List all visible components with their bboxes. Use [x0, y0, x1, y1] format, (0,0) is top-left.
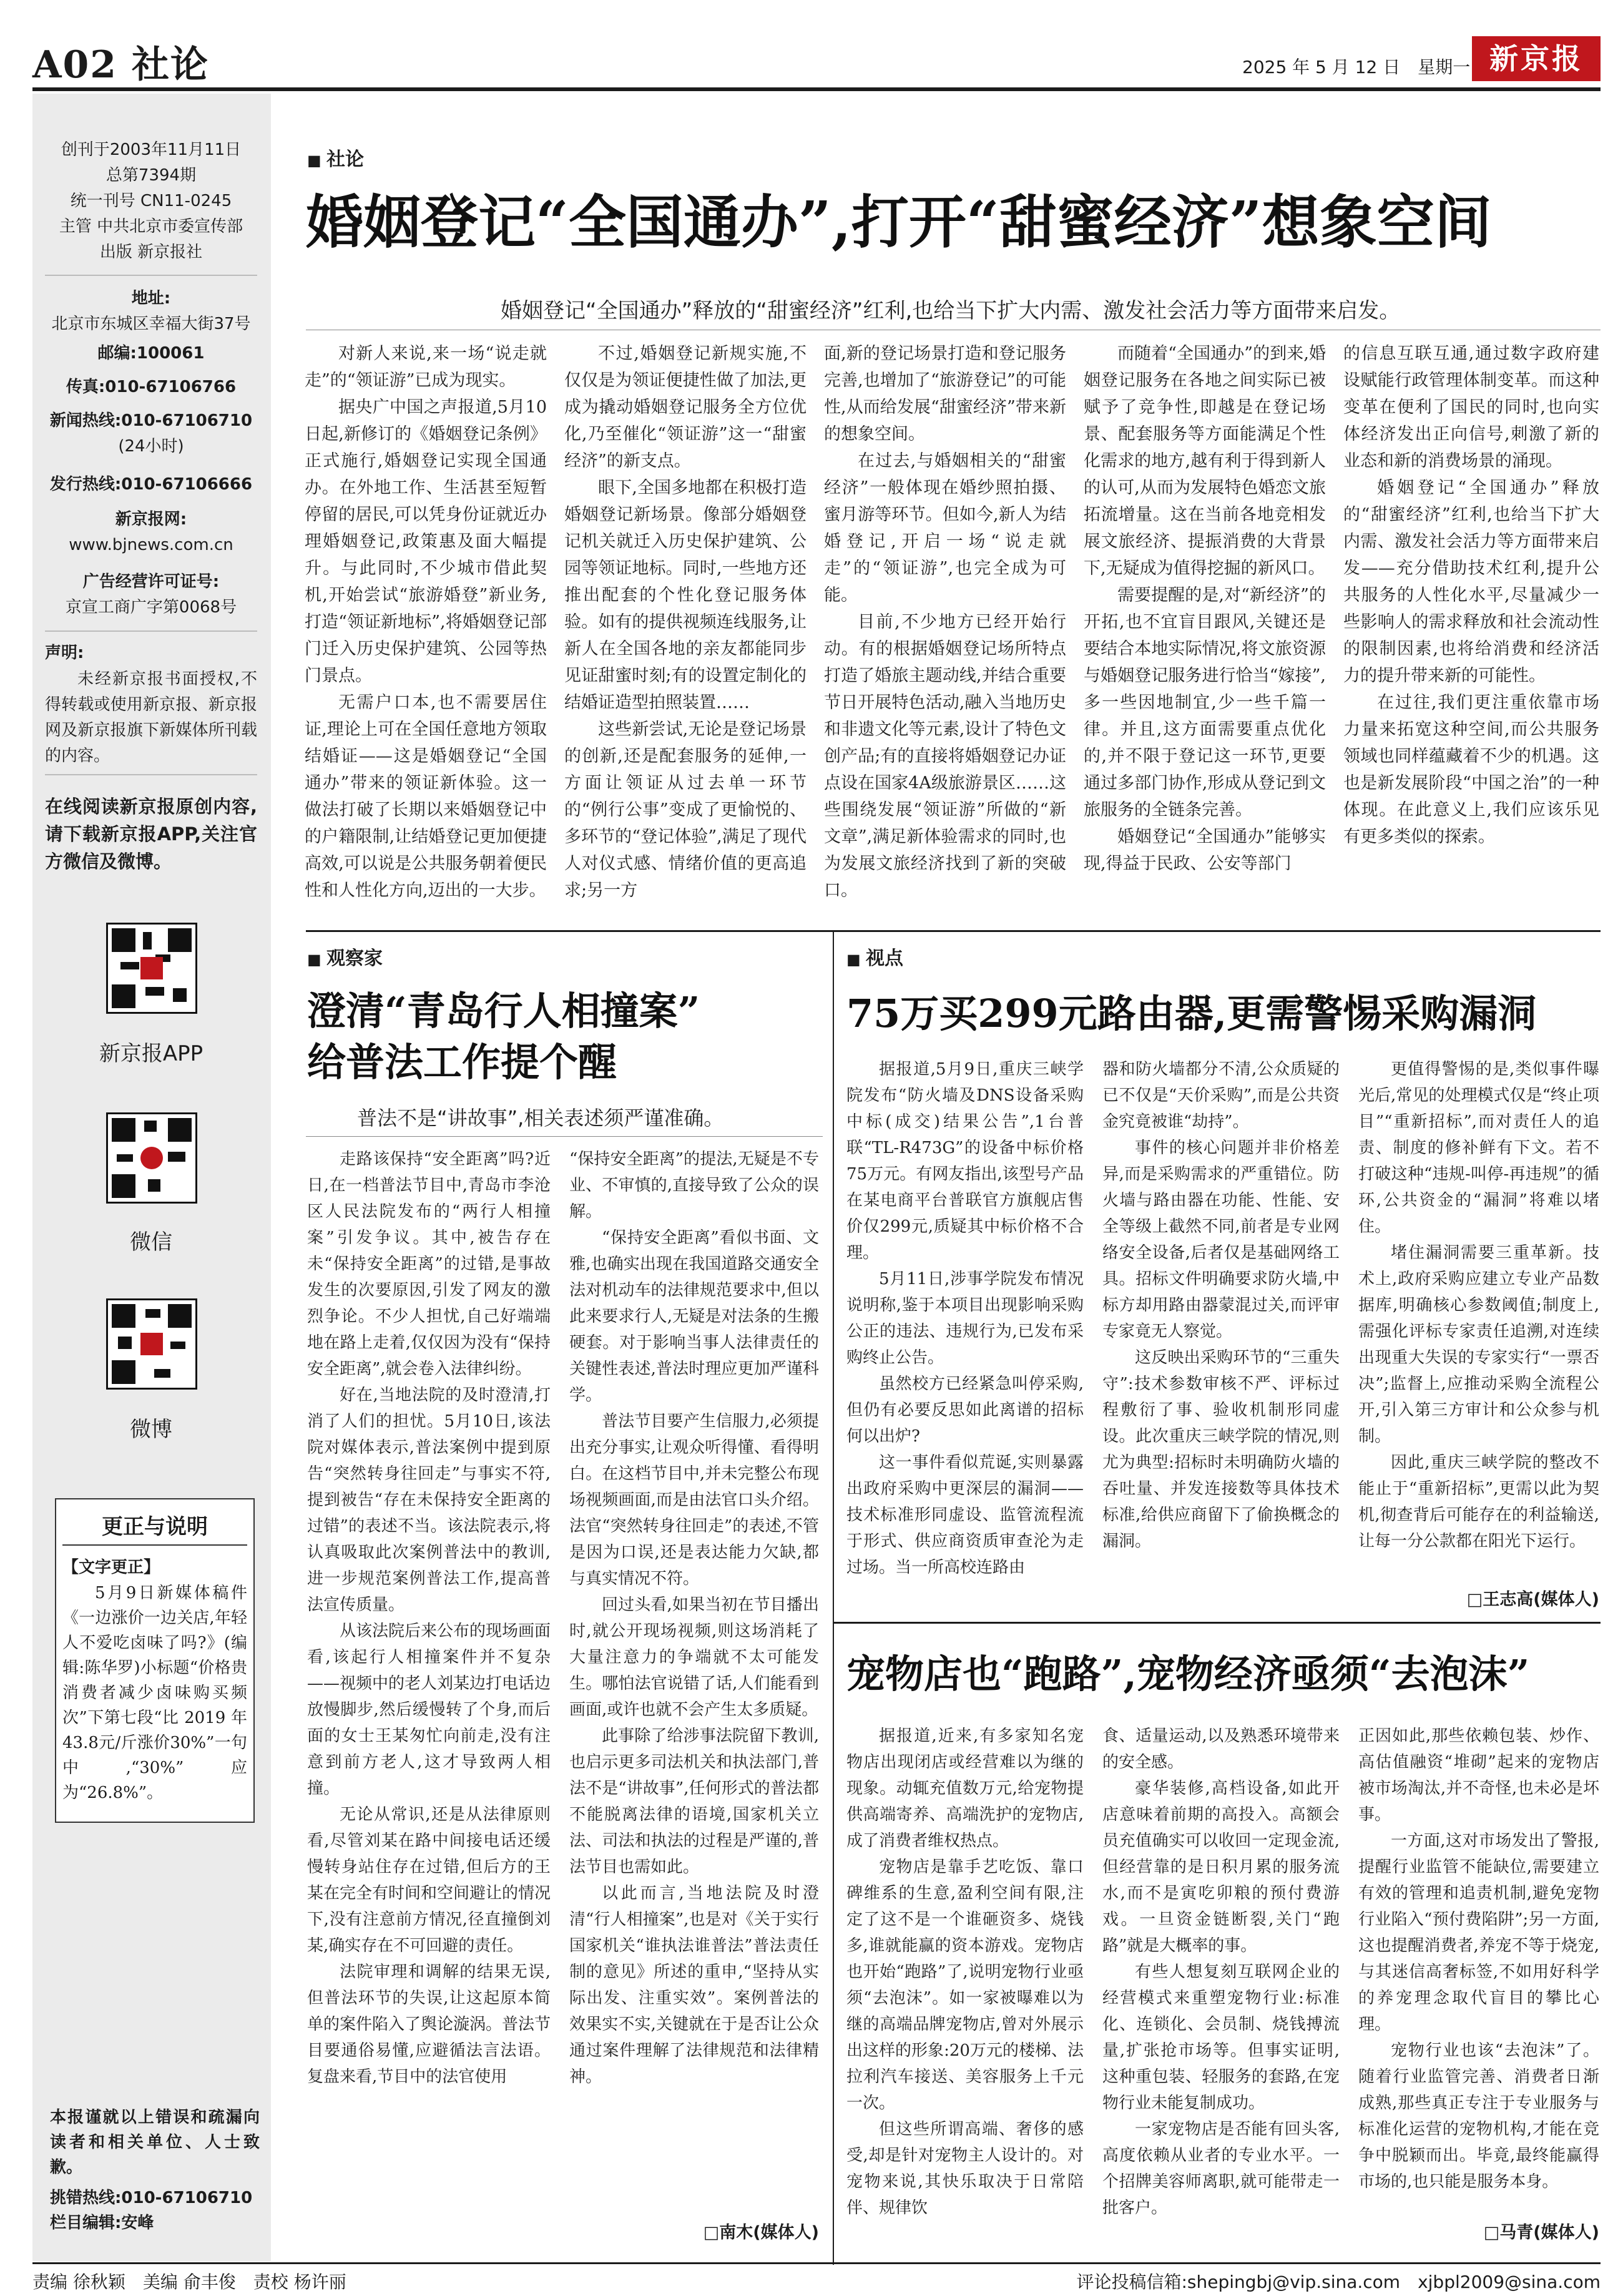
paragraph: 据报道,5月9日,重庆三峡学院发布“防火墙及DNS设备采购中标(成交)结果公告”,1台普联“TL-R473G”的设备中标价格75万元。有网友指出,该型号产品在某电商平台普联官方旗舰店售价仅299元,质疑其中标价格不合理。 — [846, 1060, 1084, 1262]
app-qr-label: 新京报APP — [99, 1041, 203, 1066]
correction-tag: 【文字更正】 — [62, 1558, 160, 1577]
ad-license-label: 广告经营许可证号: — [82, 572, 220, 591]
paragraph: 事件的核心问题并非价格差异,而是采购需求的严重错位。防火墙与路由器在功能、性能、安全等级上截然不同,前者是专业网络安全设备,后者仅是基础网络工具。招标文件明确要求防火墙,中标方却用路由器蒙混过关,而评审专家竟无人察觉。 — [1102, 1139, 1340, 1341]
paragraph: 不过,婚姻登记新规实施,不仅仅是为领证便捷性做了加法,更成为撬动婚姻登记服务全方位优化,乃至催化“领证游”这一“甜蜜经济”的新支点。 — [564, 344, 807, 471]
paragraph: 法院审理和调解的结果无误,但普法环节的失误,让这起原本简单的案件陷入了舆论漩涡。普法节目要通俗易懂,应避循法言法语。复盘来看,节目中的法官使用 — [307, 1963, 551, 2086]
weibo-qr-code[interactable] — [106, 1298, 197, 1390]
observer-headline-line2: 给普法工作提个醒 — [307, 1039, 617, 1085]
sidebar-divider — [45, 275, 257, 276]
paragraph: 眼下,全国多地都在积极打造婚姻登记新场景。像部分婚姻登记机关就迁入历史保护建筑、公园等领证地标。同时,一些地方还推出配套的个性化登记服务体验。如有的提供视频连线服务,让新人在全国各地的亲友都能同步见证甜蜜时刻;有的设置定制化的结婚证造型拍照装置…… — [564, 478, 807, 712]
pet-column-1 — [846, 1723, 1084, 2221]
paragraph: 走路该保持“安全距离”吗?近日,在一档普法节目中,青岛市李沧区人民法院发布的“两行人相撞案”引发争议。其中,被告存在未“保持安全距离”的过错,是事故发生的次要原因,引发了网友的激烈争论。不少人担忧,自己好端端地在路上走着,仅仅因为没有“保持安全距离”,就会卷入法律纠纷。 — [307, 1150, 551, 1378]
viewpoint-column-3 — [1358, 1056, 1599, 1554]
section-divider — [306, 930, 1601, 932]
paragraph: 宠物店是靠手艺吃饭、靠口碑维系的生意,盈利空间有限,注定了这不是一个谁砸资多、烧钱多,谁就能赢的资本游戏。宠物店也开始“跑路”了,说明宠物行业亟须“去泡沫”。如一家被曝难以为继的高端品牌宠物店,曾对外展示出这样的形象:20万元的楼梯、法拉利汽车接送、美容服务上千元一次。 — [846, 1858, 1084, 2112]
paragraph: 这一事件看似荒诞,实则暴露出政府采购中更深层的漏洞——技术标准形同虚设、监管流程流于形式、供应商资质审查沦为走过场。当一所高校连路由 — [846, 1453, 1084, 1577]
founded-date: 创刊于2003年11月11日 — [61, 140, 242, 159]
paragraph: 普法节目要产生信服力,必须提出充分事实,让观众听得懂、看得明白。在这档节目中,并未完整公布现场视频画面,而是由法官口头介绍。法官“突然转身往回走”的表述,不管是因为口误,还是表达能力欠缺,都与真实情况不符。 — [569, 1412, 819, 1588]
fax: 传真:010-67106766 — [66, 378, 237, 396]
paragraph: 面,新的登记场景打造和登记服务完善,也增加了“旅游登记”的可能性,从而给发展“甜蜜经济”带来新的想象空间。 — [824, 344, 1066, 444]
pet-column-3 — [1358, 1723, 1599, 2195]
paragraph: 婚姻登记“全国通办”释放的“甜蜜经济”红利,也给当下扩大内需、激发社会活力等方面带来启发——充分借助技术红利,提升公共服务的人性化水平,尽量减少一些影响人的需求释放和社会流动性的限制因素,也将给消费和经济活力的提升带来新的可能性。 — [1343, 478, 1599, 685]
header-rule — [32, 87, 1601, 91]
wechat-qr-code[interactable] — [106, 1112, 197, 1204]
footer-editors: 责编 徐秋颖 美编 俞丰俊 责校 杨许丽 — [32, 2272, 346, 2292]
observer-author: □南木(媒体人) — [703, 2223, 819, 2242]
paragraph: 据央广中国之声报道,5月10日起,新修订的《婚姻登记条例》正式施行,婚姻登记实现全国通办。在外地工作、生活甚至短暂停留的居民,可以凭身份证就近办理婚姻登记,政策惠及面大幅提升。与此同时,不少城市借此契机,开始尝试“旅游婚登”新业务,打造“领证新地标”,将婚姻登记部门迁入历史保护建筑、公园等热门景点。 — [305, 398, 547, 685]
editorial-column-5 — [1343, 340, 1599, 850]
paragraph: 器和防火墙都分不清,公众质疑的已不仅是“天价采购”,而是公共资金究竟被谁“劫持”。 — [1102, 1060, 1340, 1131]
paragraph: 一家宠物店是否能有回头客,高度依赖从业者的专业水平。一个招牌美容师离职,就可能带走一批客户。 — [1102, 2120, 1340, 2217]
publisher: 出版 新京报社 — [99, 243, 203, 262]
paragraph: “保持安全距离”看似书面、文雅,也确实出现在我国道路交通安全法对机动车的法律规范要求中,但以此来要求行人,无疑是对法条的生搬硬套。对于影响当事人法律责任的关键性表述,普法时理应更加严谨科学。 — [569, 1229, 819, 1405]
observer-lead: 普法不是“讲故事”,相关表述须严谨准确。 — [357, 1106, 724, 1130]
pet-column-2 — [1102, 1723, 1340, 2221]
observer-column-1 — [307, 1146, 551, 2090]
paragraph: 但这些所谓高端、奢侈的感受,却是针对宠物主人设计的。对宠物来说,其快乐取决于日常陪伴、规律饮 — [846, 2120, 1084, 2217]
address-label: 地址: — [131, 289, 171, 308]
viewpoint-column-1 — [846, 1056, 1084, 1581]
statement-label: 声明: — [45, 644, 84, 662]
paragraph: 婚姻登记“全国通办”能够实现,得益于民政、公安等部门 — [1084, 827, 1326, 873]
section-tag-observer: ■ 观察家 — [307, 943, 383, 970]
paragraph: 这些新尝试,无论是登记场景的创新,还是配套服务的延伸,一方面让领证从过去单一环节的“例行公事”变成了更愉悦的、多环节的“登记体验”,满足了现代人对仪式感、情绪价值的更高追求;另一方 — [564, 720, 807, 900]
paragraph: 有些人想复刻互联网企业的经营模式来重塑宠物行业:标准化、连锁化、会员制、烧钱搏流量,扩张抢市场等。但事实证明,这种重包装、轻服务的套路,在宠物行业未能复制成功。 — [1102, 1963, 1340, 2112]
paragraph: 好在,当地法院的及时澄清,打消了人们的担忧。5月10日,该法院对媒体表示,普法案例中提到原告“突然转身往回走”与事实不符,提到被告“存在未保持安全距离的过错”的表述不当。该法院表示,将认真吸取此次案例普法中的教训,进一步规范案例普法工作,提高普法宣传质量。 — [307, 1386, 551, 1614]
editorial-lead: 婚姻登记“全国通办”释放的“甜蜜经济”红利,也给当下扩大内需、激发社会活力等方面带来启发。 — [501, 298, 1401, 323]
ad-license: 京宣工商广字第0068号 — [65, 598, 237, 617]
paragraph: 虽然校方已经紧急叫停采购,但仍有必要反思如此离谱的招标何以出炉? — [846, 1375, 1084, 1446]
editorial-column-3 — [824, 340, 1066, 904]
paragraph: 对新人来说,来一场“说走就走”的“领证游”已成为现实。 — [305, 344, 547, 390]
observer-column-2 — [569, 1146, 819, 2090]
paragraph: 5月11日,涉事学院发布情况说明称,鉴于本项目出现影响采购公正的违法、违规行为,已发布采购终止公告。 — [846, 1270, 1084, 1367]
paragraph: 豪华装修,高档设备,如此开店意味着前期的高投入。高额会员充值确实可以收回一定现金流,但经营靠的是日积月累的服务流水,而不是寅吃卯粮的预付费游戏。一旦资金链断裂,关门“跑路”就是大概率的事。 — [1102, 1779, 1340, 1955]
editorial-column-1 — [305, 340, 547, 904]
apology-note: 本报谨就以上错误和疏漏向读者和相关单位、人士致歉。 — [50, 2108, 260, 2177]
read-online-note: 在线阅读新京报原创内容,请下载新京报APP,关注官方微信及微博。 — [45, 796, 257, 872]
statement: 未经新京报书面授权,不得转载或使用新京报、新京报网及新京报旗下新媒体所刊载的内容。 — [45, 670, 257, 765]
news-hotline: 新闻热线:010-67106710 — [49, 411, 253, 430]
address: 北京市东城区幸福大街37号 — [51, 315, 251, 333]
paragraph: 目前,不少地方已经开始行动。有的根据婚姻登记场所特点打造了婚旅主题动线,并结合重要节日开展特色活动,融入当地历史和非遗文化等元素,设计了特色文创产品;有的直接将婚姻登记办证点设在国家4A级旅游景区……这些围绕发展“领证游”所做的“新文章”,满足新体验需求的同时,也为发展文旅经济找到了新的突破口。 — [824, 612, 1066, 900]
issue-total: 总第7394期 — [105, 166, 197, 185]
newspaper-logo: 新京报 — [1472, 36, 1601, 81]
hotline-hours: (24小时) — [118, 437, 184, 456]
correction-rule — [62, 1544, 247, 1546]
website[interactable]: www.bjnews.com.cn — [69, 536, 233, 554]
postcode: 邮编:100061 — [97, 344, 205, 363]
footer-submission-email[interactable]: 评论投稿信箱:shepingbj@vip.sina.com xjbpl2009@sina.com — [1076, 2272, 1601, 2292]
section-tag-viewpoint: ■ 视点 — [846, 943, 903, 970]
column-divider — [833, 930, 834, 2265]
paragraph: 的信息互联互通,通过数字政府建设赋能行政管理体制变革。而这种变革在便利了国民的同时,也向实体经济发出正向信号,刺激了新的业态和新的消费场景的涌现。 — [1343, 344, 1599, 471]
editorial-headline: 婚姻登记“全国通办”,打开“甜蜜经济”想象空间 — [306, 189, 1492, 256]
cn-number: 统一刊号 CN11-0245 — [70, 192, 232, 210]
issue-date: 2025 年 5 月 12 日 星期一 — [1242, 57, 1471, 77]
pet-headline: 宠物店也“跑路”,宠物经济亟须“去泡沫” — [846, 1651, 1530, 1697]
sidebar-divider — [45, 774, 257, 775]
distribution-hotline: 发行热线:010-67106666 — [49, 475, 253, 494]
paragraph: “保持安全距离”的提法,无疑是不专业、不审慎的,直接导致了公众的误解。 — [569, 1150, 819, 1221]
correction-hotline: 挑错热线:010-67106710 — [50, 2189, 253, 2207]
paragraph: 而随着“全国通办”的到来,婚姻登记服务在各地之间实际已被赋予了竞争性,即越是在登记场景、配套服务等方面能满足个性化需求的地方,越有利于得到新人的认可,从而为发展特色婚恋文旅拓流增量。这在当前各地竞相发展文旅经济、提振消费的大背景下,无疑成为值得挖掘的新风口。 — [1084, 344, 1326, 578]
paragraph: 回过头看,如果当初在节目播出时,就公开现场视频,则这场消耗了大量注意力的争端就不太可能发生。哪怕法官说错了话,人们能看到画面,或许也就不会产生太多质疑。 — [569, 1596, 819, 1719]
section-divider — [834, 1622, 1601, 1624]
paragraph: 宠物行业也该“去泡沫”了。随着行业监管完善、消费者日渐成熟,那些真正专注于专业服务与标准化运营的宠物机构,才能在竞争中脱颖而出。毕竟,最终能赢得市场的,也只能是服务本身。 — [1358, 2041, 1599, 2191]
paragraph: 堵住漏洞需要三重革新。技术上,政府采购应建立专业产品数据库,明确核心参数阈值;制度上,需强化评标专家责任追溯,对连续出现重大失误的专家实行“一票否决”;监督上,应推动采购全流程公开,引入第三方审计和公众参与机制。 — [1358, 1244, 1599, 1446]
paragraph: 需要提醒的是,对“新经济”的开拓,也不宜盲目跟风,关键还是要结合本地实际情况,将文旅资源与婚姻登记服务进行恰当“嫁接”,多一些因地制宜,少一些千篇一律。并且,这方面需要重点优化的,并不限于登记这一环节,更要通过多部门协作,形成从登记到文旅服务的全链条完善。 — [1084, 586, 1326, 820]
paragraph: 正因如此,那些依赖包装、炒作、高估值融资“堆砌”起来的宠物店被市场淘汰,并不奇怪,也未必是坏事。 — [1358, 1727, 1599, 1824]
editorial-column-4 — [1084, 340, 1326, 877]
correction-body: 5月9日新媒体稿件《一边涨价一边关店,年轻人不爱吃卤味了吗?》(编辑:陈华罗)小标题“价格贵 消费者减少卤味购买频次”下第七段“比 2019 年43.8元/斤涨价30%”一句中,“30%”应为“26.8%”。 — [62, 1584, 247, 1802]
editorial-column-2 — [564, 340, 807, 904]
paragraph: 以此而言,当地法院及时澄清“行人相撞案”,也是对《关于实行国家机关“谁执法谁普法”普法责任制的意见》所述的重申,“坚持从实际出发、注重实效”。案例普法的效果实不实,关键就在于是否让公众通过案件理解了法律规范和法律精神。 — [569, 1884, 819, 2086]
weibo-qr-label: 微博 — [130, 1417, 172, 1442]
website-label: 新京报网: — [115, 510, 187, 529]
wechat-qr-label: 微信 — [130, 1230, 172, 1255]
paragraph: 更值得警惕的是,类似事件曝光后,常见的处理模式仅是“终止项目”“重新招标”,而对责任人的追责、制度的修补鲜有下文。若不打破这种“违规-叫停-再违规”的循环,公共资金的“漏洞”将难以堵住。 — [1358, 1060, 1599, 1236]
paragraph: 一方面,这对市场发出了警报,提醒行业监管不能缺位,需要建立有效的管理和追责机制,避免宠物行业陷入“预付费陷阱”;另一方面,这也提醒消费者,养宠不等于烧宠,与其迷信高奢标签,不如用好科学的养宠理念取代盲目的攀比心理。 — [1358, 1832, 1599, 2034]
paragraph: 食、适量运动,以及熟悉环境带来的安全感。 — [1102, 1727, 1340, 1772]
supervisor: 主管 中共北京市委宣传部 — [59, 217, 243, 236]
paragraph: 从该法院后来公布的现场画面看,该起行人相撞案件并不复杂——视频中的老人刘某边打电话边放慢脚步,然后缓慢转了个身,而后面的女士王某匆忙向前走,没有注意到前方老人,这才导致两人相撞。 — [307, 1622, 551, 1798]
paragraph: 这反映出采购环节的“三重失守”:技术参数审核不严、评标过程敷衍了事、验收机制形同虚设。此次重庆三峡学院的情况,则尤为典型:招标时未明确防火墙的吞吐量、并发连接数等具体技术标准,给供应商留下了偷换概念的漏洞。 — [1102, 1348, 1340, 1551]
column-editor: 栏目编辑:安峰 — [50, 2214, 154, 2232]
sidebar-divider — [45, 630, 257, 632]
app-qr-code[interactable] — [106, 923, 197, 1014]
footer-rule — [32, 2262, 1601, 2264]
page-number: A02 社论 — [32, 43, 209, 87]
paragraph: 无需户口本,也不需要居住证,理论上可在全国任意地方领取结婚证——这是婚姻登记“全国通办”带来的领证新体验。这一做法打破了长期以来婚姻登记中的户籍限制,让结婚登记更加便捷高效,可以说是公共服务朝着便民性和人性化方向,迈出的一大步。 — [305, 693, 547, 900]
paragraph: 无论从常识,还是从法律原则看,尽管刘某在路中间接电话还缓慢转身站住存在过错,但后方的王某在完全有时间和空间避让的情况下,没有注意前方情况,径直撞倒刘某,确实存在不可回避的责任。 — [307, 1805, 551, 1955]
observer-lead-rule — [306, 1136, 823, 1137]
correction-title: 更正与说明 — [102, 1514, 208, 1539]
paragraph: 此事除了给涉事法院留下教训,也启示更多司法机关和执法部门,普法不是“讲故事”,任何形式的普法都不能脱离法律的语境,国家机关立法、司法和执法的过程是严谨的,普法节目也需如此。 — [569, 1727, 819, 1877]
paragraph: 因此,重庆三峡学院的整改不能止于“重新招标”,更需以此为契机,彻查背后可能存在的利益输送,让每一分公款都在阳光下运行。 — [1358, 1453, 1599, 1551]
section-tag-editorial: ■ 社论 — [307, 144, 364, 171]
paragraph: 在过往,我们更注重依靠市场力量来拓宽这种空间,而公共服务领域也同样蕴藏着不少的机遇。这也是新发展阶段“中国之治”的一种体现。在此意义上,我们应该乐见有更多类似的探索。 — [1343, 693, 1599, 846]
paragraph: 在过去,与婚姻相关的“甜蜜经济”一般体现在婚纱照拍摄、蜜月游等环节。但如今,新人为结婚登记,开启一场“说走就走”的“领证游”,也完全成为可能。 — [824, 451, 1066, 605]
observer-headline-line1: 澄清“青岛行人相撞案” — [307, 988, 700, 1034]
viewpoint-headline: 75万买299元路由器,更需警惕采购漏洞 — [846, 991, 1537, 1036]
viewpoint-column-2 — [1102, 1056, 1340, 1554]
paragraph: 据报道,近来,有多家知名宠物店出现闭店或经营难以为继的现象。动辄充值数万元,给宠物提供高端寄养、高端洗护的宠物店,成了消费者维权热点。 — [846, 1727, 1084, 1850]
viewpoint-author: □王志高(媒体人) — [1466, 1590, 1599, 1609]
pet-author: □马青(媒体人) — [1483, 2223, 1599, 2242]
